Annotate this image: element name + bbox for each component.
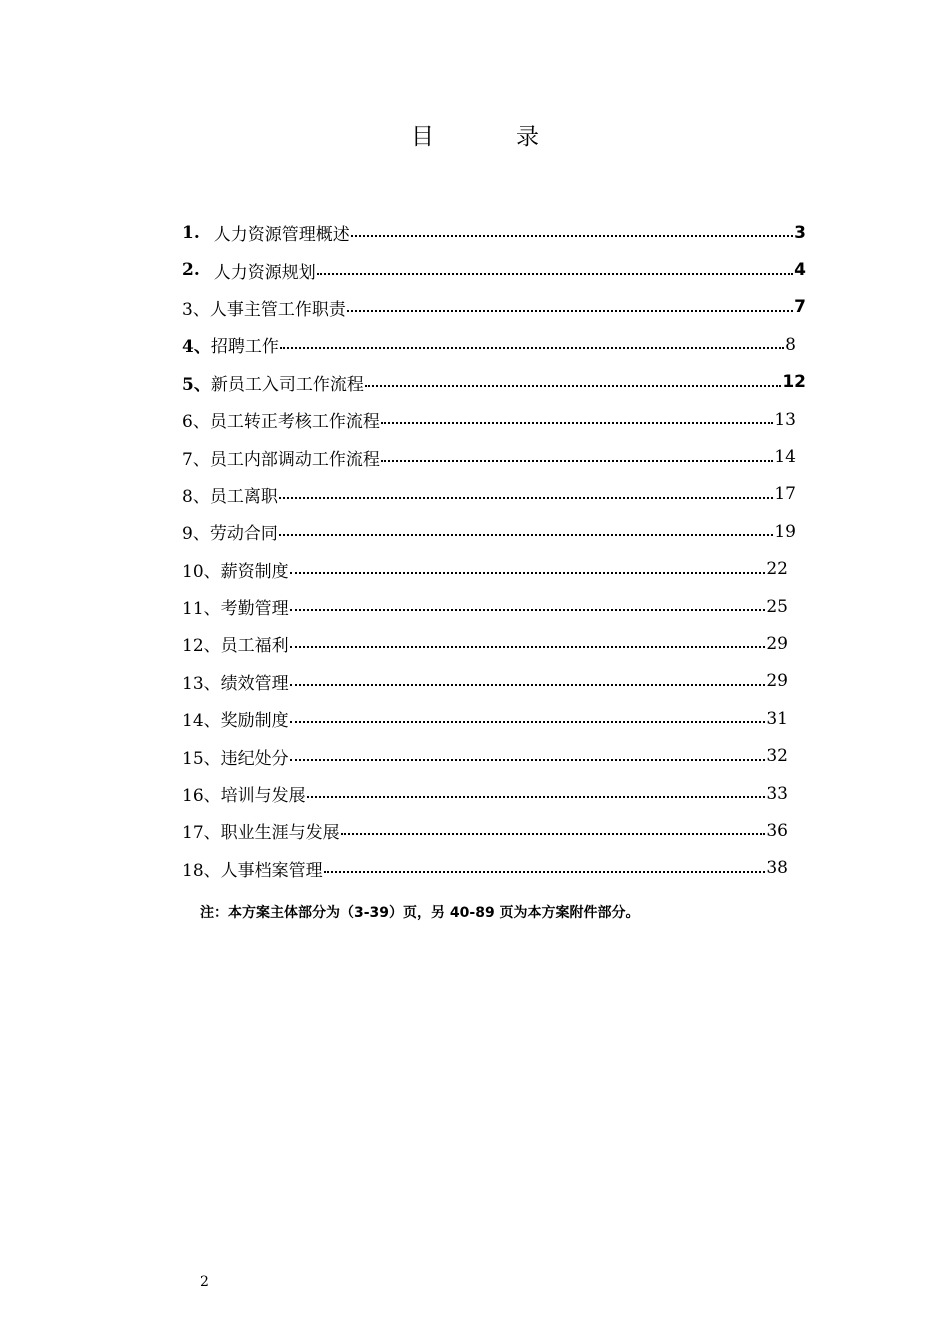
- toc-entry-page: 8: [785, 334, 796, 355]
- toc-entry-page: 14: [774, 447, 796, 468]
- footnote: 注：本方案主体部分为（3-39）页，另 40-89 页为本方案附件部分。: [200, 905, 640, 921]
- toc-entry-page: 32: [766, 746, 788, 767]
- toc-entry-page: 19: [774, 521, 796, 542]
- toc-entry[interactable]: [182, 513, 796, 550]
- toc-entry-number: 16、: [182, 786, 221, 807]
- toc-entry-number: 7、: [182, 449, 210, 470]
- toc-entry[interactable]: [182, 551, 788, 588]
- table-of-contents: [182, 214, 812, 887]
- toc-entry-label: 员工转正考核工作流程: [209, 412, 380, 433]
- toc-dot-leader: [351, 218, 793, 237]
- toc-dot-leader: [341, 816, 766, 835]
- toc-entry-label: 人力资源管理概述: [213, 225, 350, 246]
- toc-dot-leader: [280, 330, 784, 349]
- toc-dot-leader: [279, 517, 774, 536]
- toc-dot-leader: [324, 854, 766, 873]
- toc-entry-label: 薪资制度: [220, 561, 289, 582]
- title-char-1: 目: [411, 124, 434, 150]
- toc-dot-leader: [365, 368, 781, 387]
- toc-entry-page: 4: [794, 260, 806, 281]
- toc-entry[interactable]: [182, 663, 788, 700]
- toc-entry[interactable]: [182, 364, 806, 401]
- toc-entry-page: 13: [774, 409, 796, 430]
- toc-entry-label: 新员工入司工作流程: [210, 374, 364, 395]
- toc-dot-leader: [290, 667, 766, 686]
- toc-entry-number: 1.: [182, 222, 200, 243]
- toc-entry[interactable]: [182, 700, 788, 737]
- toc-dot-leader: [347, 293, 793, 312]
- toc-entry-number: 14、: [182, 711, 221, 732]
- toc-entry[interactable]: [182, 850, 788, 887]
- toc-dot-leader: [381, 443, 774, 462]
- toc-dot-leader: [317, 256, 793, 275]
- toc-dot-leader: [290, 742, 766, 761]
- toc-dot-leader: [279, 480, 774, 499]
- toc-entry-number: 6、: [182, 412, 210, 433]
- toc-entry-number: 15、: [182, 748, 221, 769]
- toc-dot-leader: [381, 405, 774, 424]
- toc-entry[interactable]: [182, 737, 788, 774]
- toc-entry-number: 2.: [182, 260, 200, 281]
- toc-entry-page: 25: [766, 596, 788, 617]
- toc-entry-label: 奖励制度: [220, 711, 289, 732]
- toc-entry-label: 劳动合同: [209, 524, 278, 545]
- toc-dot-leader: [290, 592, 766, 611]
- toc-entry[interactable]: [182, 251, 806, 288]
- toc-entry-number: 3、: [182, 299, 210, 320]
- toc-entry-label: 违纪处分: [220, 748, 289, 769]
- page-number: 2: [200, 1274, 209, 1290]
- toc-dot-leader: [290, 629, 766, 648]
- toc-entry-page: 29: [766, 633, 788, 654]
- toc-entry-label: 员工内部调动工作流程: [209, 449, 380, 470]
- toc-entry-label: 招聘工作: [210, 337, 279, 358]
- toc-entry[interactable]: [182, 588, 788, 625]
- toc-dot-leader: [307, 779, 766, 798]
- page-title: [0, 118, 950, 151]
- title-char-2: 录: [516, 124, 539, 150]
- toc-entry-number: 5、: [182, 374, 211, 395]
- toc-entry-number: 18、: [182, 860, 221, 881]
- toc-entry[interactable]: [182, 625, 788, 662]
- toc-entry-label: 人力资源规划: [213, 262, 316, 283]
- toc-entry-page: 17: [774, 484, 796, 505]
- toc-entry-label: 人事档案管理: [220, 860, 323, 881]
- toc-dot-leader: [290, 555, 766, 574]
- toc-entry-page: 12: [782, 372, 806, 393]
- toc-entry[interactable]: [182, 438, 796, 475]
- toc-entry-label: 培训与发展: [220, 786, 306, 807]
- toc-entry-label: 考勤管理: [220, 599, 289, 620]
- toc-entry[interactable]: [182, 476, 796, 513]
- toc-entry-page: 3: [794, 222, 806, 243]
- toc-entry[interactable]: [182, 326, 796, 363]
- toc-entry[interactable]: [182, 214, 806, 251]
- toc-entry-page: 33: [766, 783, 788, 804]
- toc-entry-page: 7: [794, 297, 806, 318]
- toc-entry-number: 8、: [182, 486, 210, 507]
- toc-entry[interactable]: [182, 289, 806, 326]
- toc-entry-label: 人事主管工作职责: [209, 299, 346, 320]
- toc-entry-number: 10、: [182, 561, 221, 582]
- toc-entry[interactable]: [182, 401, 796, 438]
- toc-entry[interactable]: [182, 812, 788, 849]
- toc-entry-page: 29: [766, 671, 788, 692]
- toc-entry-page: 36: [766, 820, 788, 841]
- toc-dot-leader: [290, 704, 766, 723]
- toc-entry-label: 绩效管理: [220, 673, 289, 694]
- toc-entry-number: 9、: [182, 524, 210, 545]
- toc-entry-number: 4、: [182, 337, 211, 358]
- toc-entry-number: 13、: [182, 673, 221, 694]
- toc-entry-page: 31: [766, 708, 788, 729]
- toc-entry-number: 12、: [182, 636, 221, 657]
- toc-entry-label: 员工福利: [220, 636, 289, 657]
- toc-entry-page: 22: [766, 559, 788, 580]
- toc-entry-page: 38: [766, 858, 788, 879]
- toc-entry-label: 员工离职: [209, 486, 278, 507]
- toc-entry-label: 职业生涯与发展: [220, 823, 340, 844]
- toc-entry[interactable]: [182, 775, 788, 812]
- toc-entry-number: 17、: [182, 823, 221, 844]
- toc-entry-number: 11、: [182, 599, 221, 620]
